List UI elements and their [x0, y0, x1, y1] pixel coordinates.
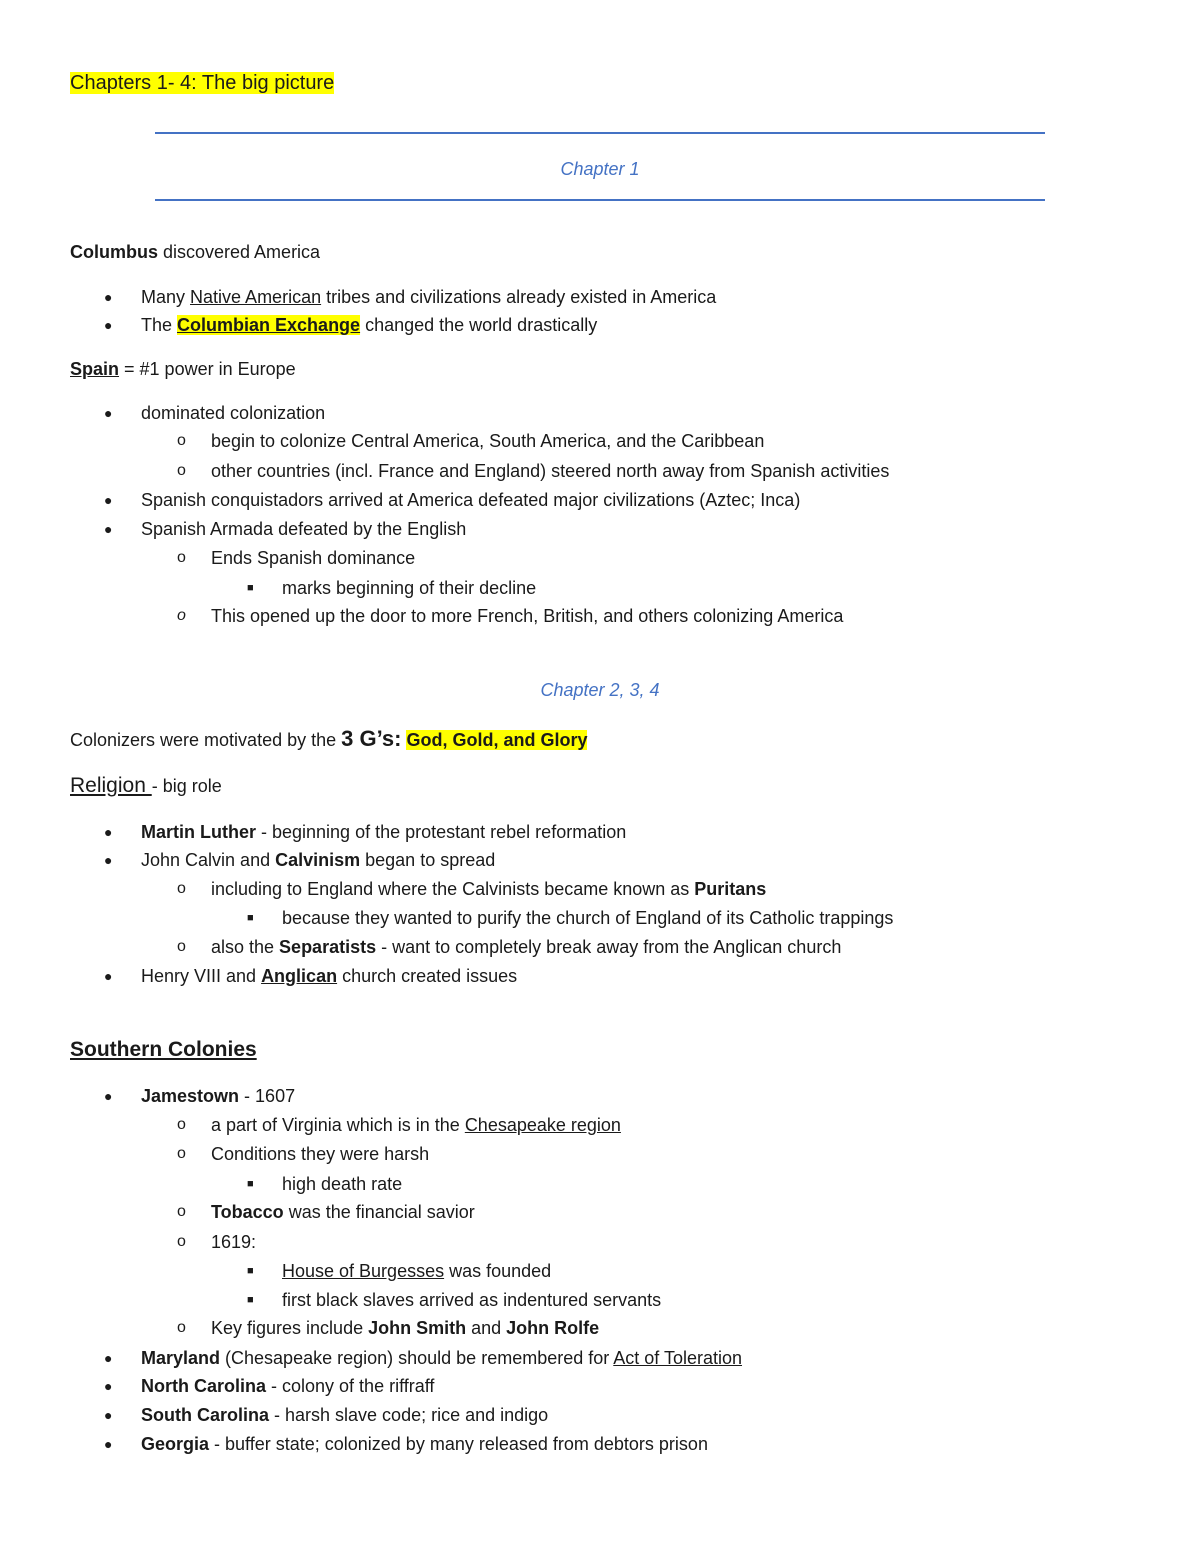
bullet-marker: ■: [247, 1294, 254, 1306]
list-item: Key figures include John Smith and John Rolfe: [211, 1318, 600, 1338]
list-item: House of Burgesses was founded: [282, 1261, 552, 1281]
bullet-marker: ●: [104, 968, 113, 984]
motive-line: Colonizers were motivated by the 3 G’s: God, Gold, and Glory: [70, 726, 588, 751]
bullet-marker: ●: [104, 1378, 113, 1394]
list-item: The Columbian Exchange changed the world drastically: [141, 315, 598, 335]
list-item: begin to colonize Central America, South America, and the Caribbean: [211, 431, 765, 451]
bullet-marker: o: [177, 1319, 186, 1336]
bullet-marker: ■: [247, 912, 254, 924]
bullet-marker: ●: [104, 1088, 113, 1104]
bullet-marker: ■: [247, 1178, 254, 1190]
list-item: Spanish conquistadors arrived at America defeated major civilizations (Aztec; Inca): [141, 490, 801, 510]
list-item: Jamestown - 1607: [141, 1086, 296, 1106]
list-item: Georgia - buffer state; colonized by many released from debtors prison: [141, 1434, 708, 1454]
bullet-marker: ■: [247, 1265, 254, 1277]
list-item: 1619:: [211, 1232, 257, 1252]
list-item: first black slaves arrived as indentured servants: [282, 1290, 662, 1310]
bullet-marker: o: [177, 938, 186, 955]
list-item: This opened up the door to more French, British, and others colonizing America: [211, 606, 844, 626]
bullet-marker: ●: [104, 1436, 113, 1452]
bullet-marker: o: [177, 1203, 186, 1220]
bullet-marker: o: [177, 607, 186, 624]
list-item: Many Native American tribes and civilizations already existed in America: [141, 287, 717, 307]
list-item: Martin Luther - beginning of the protestant rebel reformation: [141, 822, 627, 842]
bullet-marker: ●: [104, 1350, 113, 1366]
list-item: John Calvin and Calvinism began to spread: [141, 850, 496, 870]
bullet-marker: o: [177, 1233, 186, 1250]
religion-line: Religion - big role: [70, 774, 222, 797]
list-item: dominated colonization: [141, 403, 326, 423]
list-item: Tobacco was the financial savior: [211, 1202, 475, 1222]
list-item: marks beginning of their decline: [282, 578, 537, 598]
spain-line: Spain = #1 power in Europe: [70, 359, 296, 379]
bullet-marker: ●: [104, 1407, 113, 1423]
bullet-marker: ●: [104, 289, 113, 305]
header-rule-bottom: [155, 199, 1045, 201]
bullet-marker: ●: [104, 852, 113, 868]
list-item: Ends Spanish dominance: [211, 548, 416, 568]
list-item: because they wanted to purify the church of England of its Catholic trappings: [282, 908, 894, 928]
bullet-marker: o: [177, 432, 186, 449]
list-item: high death rate: [282, 1174, 403, 1194]
bullet-marker: ●: [104, 405, 113, 421]
bullet-marker: o: [177, 549, 186, 566]
bullet-marker: ●: [104, 521, 113, 537]
bullet-marker: ●: [104, 317, 113, 333]
list-item: also the Separatists - want to completely break away from the Anglican church: [211, 937, 842, 957]
list-item: Maryland (Chesapeake region) should be remembered for Act of Toleration: [141, 1348, 743, 1368]
list-item: Conditions they were harsh: [211, 1144, 430, 1164]
list-item: a part of Virginia which is in the Chesapeake region: [211, 1115, 621, 1135]
bullet-marker: ●: [104, 492, 113, 508]
bullet-marker: ●: [104, 824, 113, 840]
list-item: South Carolina - harsh slave code; rice and indigo: [141, 1405, 549, 1425]
list-item: North Carolina - colony of the riffraff: [141, 1376, 435, 1396]
list-item: including to England where the Calvinists became known as Puritans: [211, 879, 767, 899]
header-rule-top: [155, 132, 1045, 134]
bullet-marker: ■: [247, 582, 254, 594]
bullet-marker: o: [177, 462, 186, 479]
list-item: Spanish Armada defeated by the English: [141, 519, 467, 539]
bullet-marker: o: [177, 1116, 186, 1133]
southern-colonies-heading: Southern Colonies: [70, 1038, 257, 1061]
chapter-1-heading: Chapter 1: [560, 159, 640, 179]
page-title: Chapters 1- 4: The big picture: [70, 72, 335, 94]
bullet-marker: o: [177, 1145, 186, 1162]
list-item: other countries (incl. France and England) steered north away from Spanish activities: [211, 461, 890, 481]
list-item: Henry VIII and Anglican church created issues: [141, 966, 518, 986]
chapter-234-heading: Chapter 2, 3, 4: [540, 680, 660, 700]
columbus-line: Columbus discovered America: [70, 242, 321, 262]
bullet-marker: o: [177, 880, 186, 897]
